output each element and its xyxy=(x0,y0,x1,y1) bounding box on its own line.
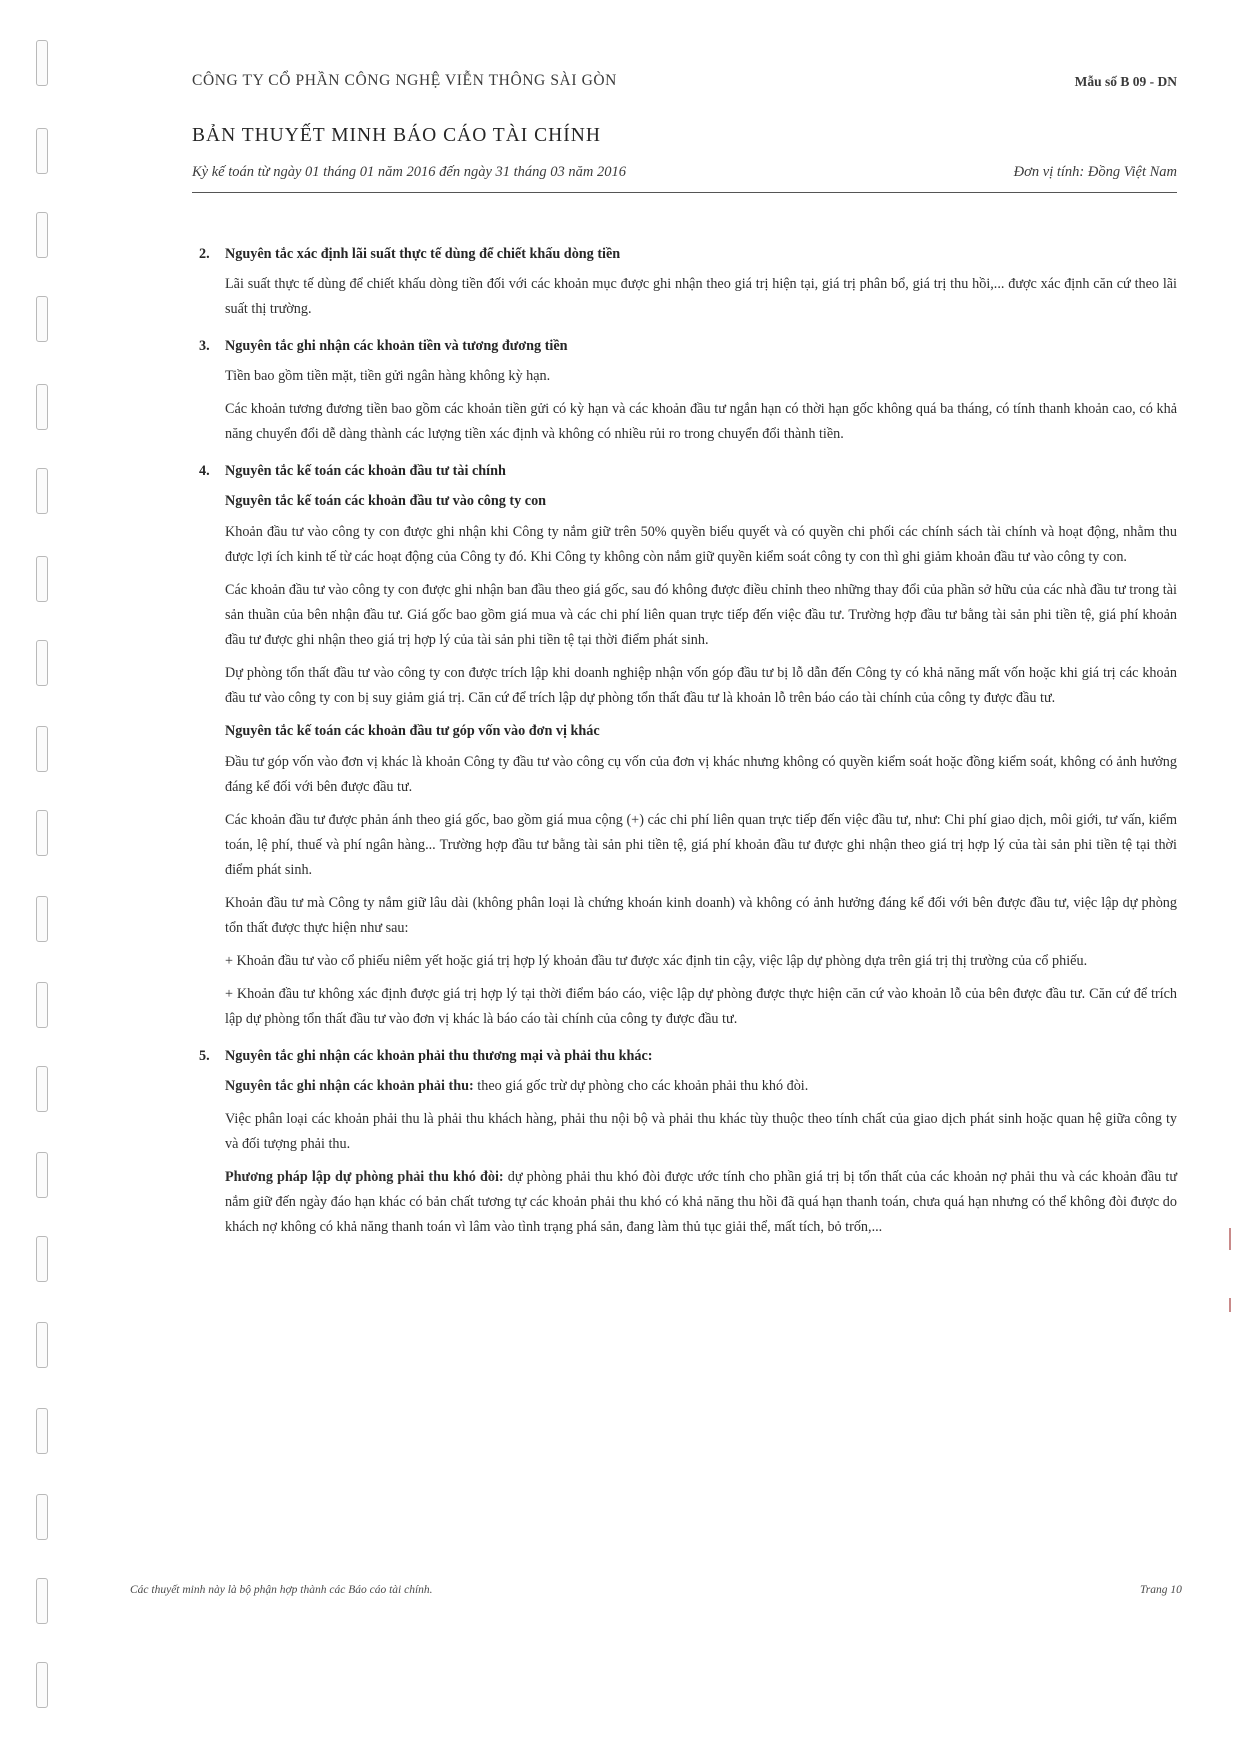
paragraph-lead: Nguyên tắc ghi nhận các khoản phải thu: xyxy=(225,1078,474,1094)
scan-edge-mark xyxy=(1229,1298,1231,1312)
bullet-paragraph: + Khoản đầu tư không xác định được giá trị hợp lý tại thời điểm báo cáo, việc lập dự phòng được thực hiện căn cứ vào khoản lỗ của bên được đầu tư. Căn cứ để trích lập dự phòng tổn thất đầu tư vào đơn vị khác là báo cáo tài chính của công ty được đầu tư. xyxy=(225,986,1177,1027)
scan-edge-mark xyxy=(1229,1228,1231,1250)
page-number: Trang 10 xyxy=(1140,1584,1182,1596)
section-heading xyxy=(199,242,1177,267)
binding-hole xyxy=(36,1152,48,1198)
paragraph xyxy=(225,1074,1177,1099)
section-heading xyxy=(199,1044,1177,1069)
binding-hole xyxy=(36,1578,48,1624)
binding-hole xyxy=(36,1408,48,1454)
binding-hole xyxy=(36,1322,48,1368)
paragraph-text: dự phòng phải thu khó đòi được ước tính cho phần giá trị bị tổn thất của các khoản nợ phải thu và các khoản đầu tư nắm giữ đến ngày đáo hạn khác có bản chất tương tự các khoản phải thu khó có khả năng thu hồi đã quá hạn thanh toán, chưa quá hạn nhưng có thể không đòi được do khách nợ không có khả năng thanh toán vì lâm vào tình trạng phá sản, đang làm thủ tục giải thể, mất tích, bỏ trốn,... xyxy=(225,1169,1178,1235)
section-title: Nguyên tắc xác định lãi suất thực tế dùng để chiết khấu dòng tiền xyxy=(225,246,621,262)
paragraph: Việc phân loại các khoản phải thu là phải thu khách hàng, phải thu nội bộ và phải thu khác tùy thuộc theo tính chất của giao dịch phát sinh hoặc quan hệ giữa công ty và đối tượng phải thu. xyxy=(225,1111,1177,1152)
binding-hole xyxy=(36,296,48,342)
paragraph: Lãi suất thực tế dùng để chiết khấu dòng tiền đối với các khoản mục được ghi nhận theo giá trị hiện tại, giá trị phân bổ, giá trị thu hồi,... được xác định căn cứ theo lãi suất thị trường. xyxy=(225,276,1177,317)
subsection-title: Nguyên tắc kế toán các khoản đầu tư góp vốn vào đơn vị khác xyxy=(225,723,600,739)
document-body xyxy=(199,242,1177,1252)
section-5 xyxy=(199,1044,1177,1240)
document-page xyxy=(192,0,1177,1753)
binding-hole xyxy=(36,556,48,602)
binding-hole xyxy=(36,384,48,430)
section-title: Nguyên tắc ghi nhận các khoản phải thu thương mại và phải thu khác: xyxy=(225,1048,653,1064)
binding-hole xyxy=(36,40,48,86)
paragraph: Các khoản tương đương tiền bao gồm các khoản tiền gửi có kỳ hạn và các khoản đầu tư ngắn hạn có thời hạn gốc không quá ba tháng, có tính thanh khoản cao, có khả năng chuyển đổi dễ dàng thành các lượng tiền xác định và không có nhiều rủi ro trong chuyển đổi thành tiền. xyxy=(225,401,1177,442)
footer-note: Các thuyết minh này là bộ phận hợp thành các Báo cáo tài chính. xyxy=(130,1584,433,1596)
form-number: Mẫu số B 09 - DN xyxy=(1074,74,1177,89)
section-3 xyxy=(199,334,1177,447)
header-divider xyxy=(192,192,1177,193)
section-2 xyxy=(199,242,1177,322)
binding-hole xyxy=(36,896,48,942)
section-4 xyxy=(199,459,1177,1032)
section-title: Nguyên tắc kế toán các khoản đầu tư tài chính xyxy=(225,463,506,479)
binding-holes xyxy=(30,0,60,1753)
binding-hole xyxy=(36,1066,48,1112)
binding-hole xyxy=(36,1662,48,1708)
accounting-period: Kỳ kế toán từ ngày 01 tháng 01 năm 2016 đến ngày 31 tháng 03 năm 2016 xyxy=(192,164,627,180)
document-title: BẢN THUYẾT MINH BÁO CÁO TÀI CHÍNH xyxy=(192,125,601,146)
company-name: CÔNG TY CỔ PHẦN CÔNG NGHỆ VIỄN THÔNG SÀI GÒN xyxy=(192,72,617,89)
paragraph-text: theo giá gốc trừ dự phòng cho các khoản phải thu khó đòi. xyxy=(473,1078,809,1094)
section-number: 5. xyxy=(199,1048,210,1064)
binding-hole xyxy=(36,640,48,686)
binding-hole xyxy=(36,128,48,174)
currency-unit: Đơn vị tính: Đồng Việt Nam xyxy=(1013,164,1177,180)
paragraph-lead: Phương pháp lập dự phòng phải thu khó đòi: xyxy=(225,1169,504,1185)
binding-hole xyxy=(36,810,48,856)
paragraph: Các khoản đầu tư được phản ánh theo giá gốc, bao gồm giá mua cộng (+) các chi phí liên quan trực tiếp đến việc đầu tư, như: Chi phí giao dịch, môi giới, tư vấn, kiểm toán, lệ phí, thuế và phí ngân hàng... Trường hợp đầu tư bằng tài sản phi tiền tệ, giá phí khoản đầu tư được ghi nhận theo giá trị hợp lý của tài sản phi tiền tệ tại thời điểm phát sinh. xyxy=(225,812,1177,878)
bullet-paragraph: + Khoản đầu tư vào cổ phiếu niêm yết hoặc giá trị hợp lý khoản đầu tư được xác định tin cậy, việc lập dự phòng dựa trên giá trị thị trường của cổ phiếu. xyxy=(225,953,1088,969)
paragraph xyxy=(225,1165,1177,1240)
paragraph: Tiền bao gồm tiền mặt, tiền gửi ngân hàng không kỳ hạn. xyxy=(225,368,551,384)
section-heading xyxy=(199,459,1177,484)
section-number: 4. xyxy=(199,463,210,479)
subsection-title: Nguyên tắc kế toán các khoản đầu tư vào công ty con xyxy=(225,493,547,509)
binding-hole xyxy=(36,468,48,514)
binding-hole xyxy=(36,1236,48,1282)
paragraph: Khoản đầu tư mà Công ty nắm giữ lâu dài (không phân loại là chứng khoán kinh doanh) và không có ảnh hưởng đáng kể đối với bên được đầu tư, việc lập dự phòng tổn thất được thực hiện như sau: xyxy=(225,895,1177,936)
paragraph: Dự phòng tổn thất đầu tư vào công ty con được trích lập khi doanh nghiệp nhận vốn góp đầu tư bị lỗ dẫn đến Công ty có khả năng mất vốn hoặc khi giá trị các khoản đầu tư vào công ty con bị suy giảm giá trị. Căn cứ để trích lập dự phòng tổn thất đầu tư là khoản lỗ trên báo cáo tài chính của công ty được đầu tư. xyxy=(225,665,1177,706)
section-heading xyxy=(199,334,1177,359)
paragraph: Khoản đầu tư vào công ty con được ghi nhận khi Công ty nắm giữ trên 50% quyền biểu quyết và có quyền chi phối các chính sách tài chính và hoạt động, nhằm thu được lợi ích kinh tế từ các hoạt động của Công ty đó. Khi Công ty không còn nắm giữ quyền kiểm soát công ty con thì ghi giảm khoản đầu tư vào công ty con. xyxy=(225,524,1177,565)
section-title: Nguyên tắc ghi nhận các khoản tiền và tương đương tiền xyxy=(225,338,568,354)
paragraph: Các khoản đầu tư vào công ty con được ghi nhận ban đầu theo giá gốc, sau đó không được điều chỉnh theo những thay đổi của phần sở hữu của các nhà đầu tư trong tài sản thuần của bên nhận đầu tư. Giá gốc bao gồm giá mua và các chi phí liên quan trực tiếp đến việc đầu tư. Trường hợp đầu tư bằng tài sản phi tiền tệ, giá phí khoản đầu tư được ghi nhận theo giá trị hợp lý của tài sản phi tiền tệ tại thời điểm phát sinh. xyxy=(225,582,1177,648)
paragraph: Đầu tư góp vốn vào đơn vị khác là khoản Công ty đầu tư vào công cụ vốn của đơn vị khác nhưng không có quyền kiểm soát hoặc đồng kiểm soát, không có ảnh hưởng đáng kể đối với bên được đầu tư. xyxy=(225,754,1177,795)
section-number: 3. xyxy=(199,338,210,354)
binding-hole xyxy=(36,982,48,1028)
binding-hole xyxy=(36,212,48,258)
section-number: 2. xyxy=(199,246,210,262)
binding-hole xyxy=(36,726,48,772)
binding-hole xyxy=(36,1494,48,1540)
